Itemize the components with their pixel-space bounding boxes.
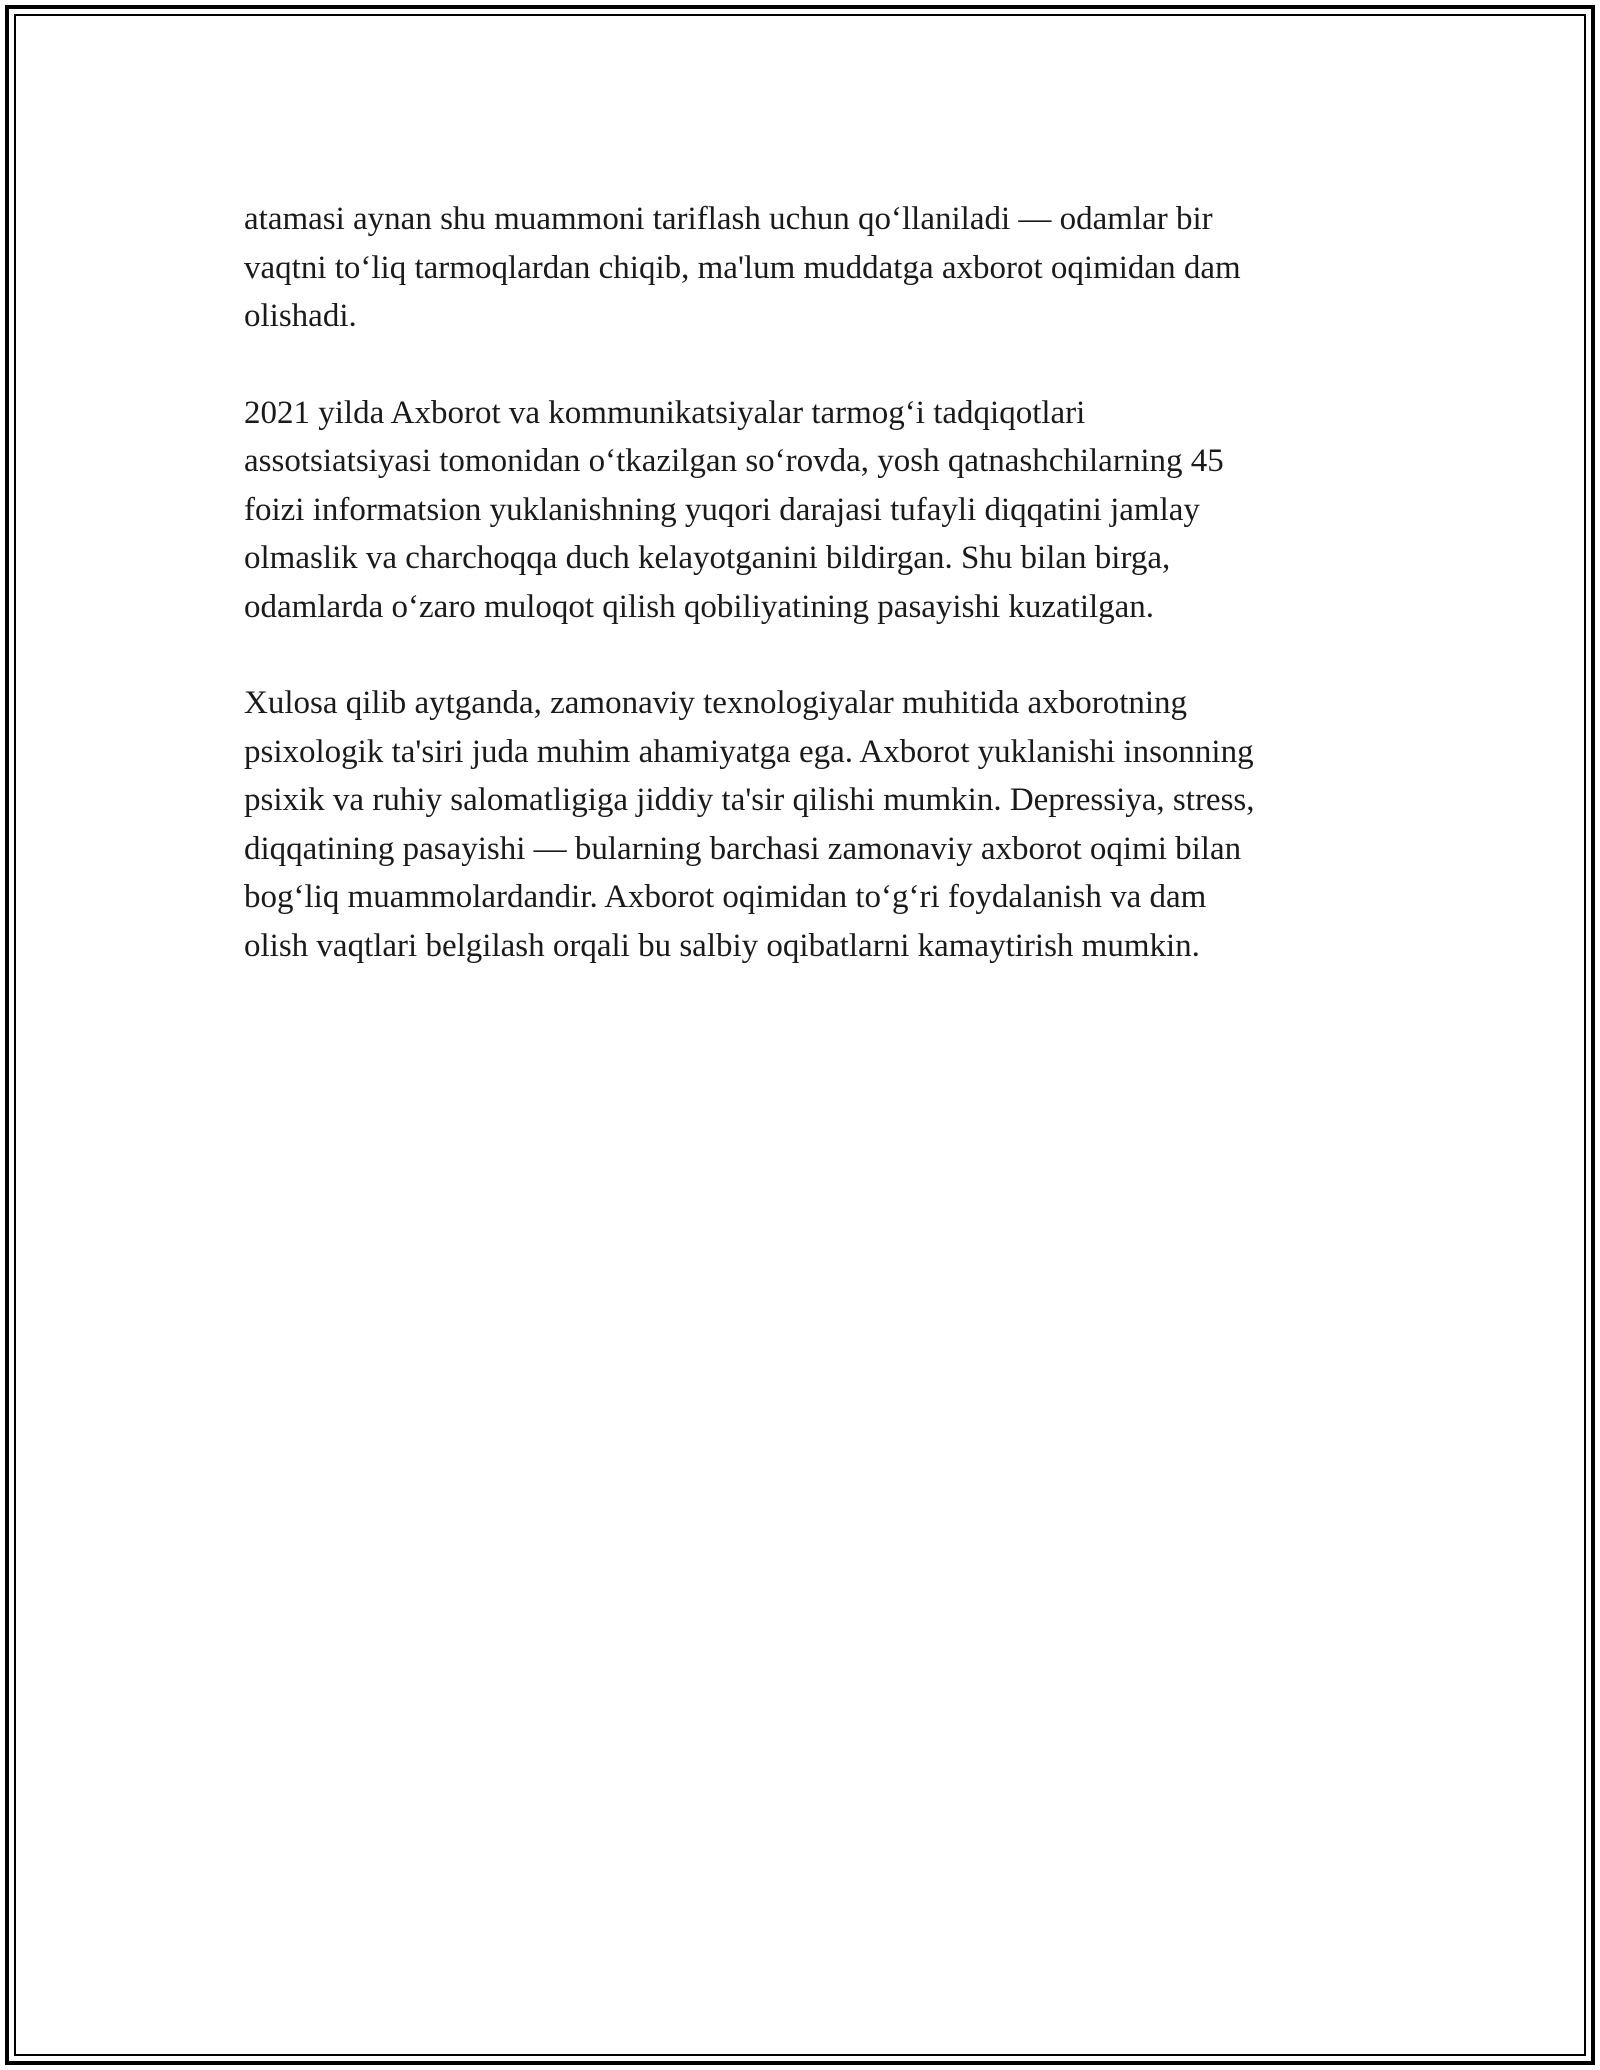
paragraph-line: bog‘liq muammolardandir. Axborot oqimidan to‘g‘ri foydalanish va dam <box>244 879 1207 915</box>
paragraph-line: odamlarda o‘zaro muloqot qilish qobiliyatining pasayishi kuzatilgan. <box>244 588 1155 625</box>
document-body <box>244 195 1384 1018</box>
page-border <box>5 5 1595 2065</box>
paragraph-line: psixologik ta'siri juda muhim ahamiyatga ega. Axborot yuklanishi insonning <box>244 733 1254 770</box>
paragraph-line: Xulosa qilib aytganda, zamonaviy texnologiyalar muhitida axborotning <box>244 685 1188 721</box>
paragraph-line: olmaslik va charchoqqa duch kelayotganini bildirgan. Shu bilan birga, <box>244 540 1171 576</box>
paragraph-line: foizi informatsion yuklanishning yuqori darajasi tufayli diqqatini jamlay <box>244 491 1200 528</box>
paragraph-3 <box>244 679 1384 970</box>
paragraph-line: psixik va ruhiy salomatligiga jiddiy ta'sir qilishi mumkin. Depressiya, stress, <box>244 782 1255 818</box>
paragraph-2 <box>244 389 1384 632</box>
paragraph-line: 2021 yilda Axborot va kommunikatsiyalar tarmog‘i tadqiqotlari <box>244 394 1086 431</box>
paragraph-line: atamasi aynan shu muammoni tariflash uchun qo‘llaniladi — odamlar bir <box>244 201 1213 237</box>
paragraph-line: olishadi. <box>244 298 357 334</box>
paragraph-line: olish vaqtlari belgilash orqali bu salbiy oqibatlarni kamaytirish mumkin. <box>244 927 1200 964</box>
paragraph-1 <box>244 195 1384 341</box>
paragraph-line: diqqatining pasayishi — bularning barchasi zamonaviy axborot oqimi bilan <box>244 830 1242 867</box>
paragraph-line: vaqtni to‘liq tarmoqlardan chiqib, ma'lum muddatga axborot oqimidan dam <box>244 249 1241 286</box>
paragraph-line: assotsiatsiyasi tomonidan o‘tkazilgan so‘rovda, yosh qatnashchilarning 45 <box>244 443 1224 479</box>
